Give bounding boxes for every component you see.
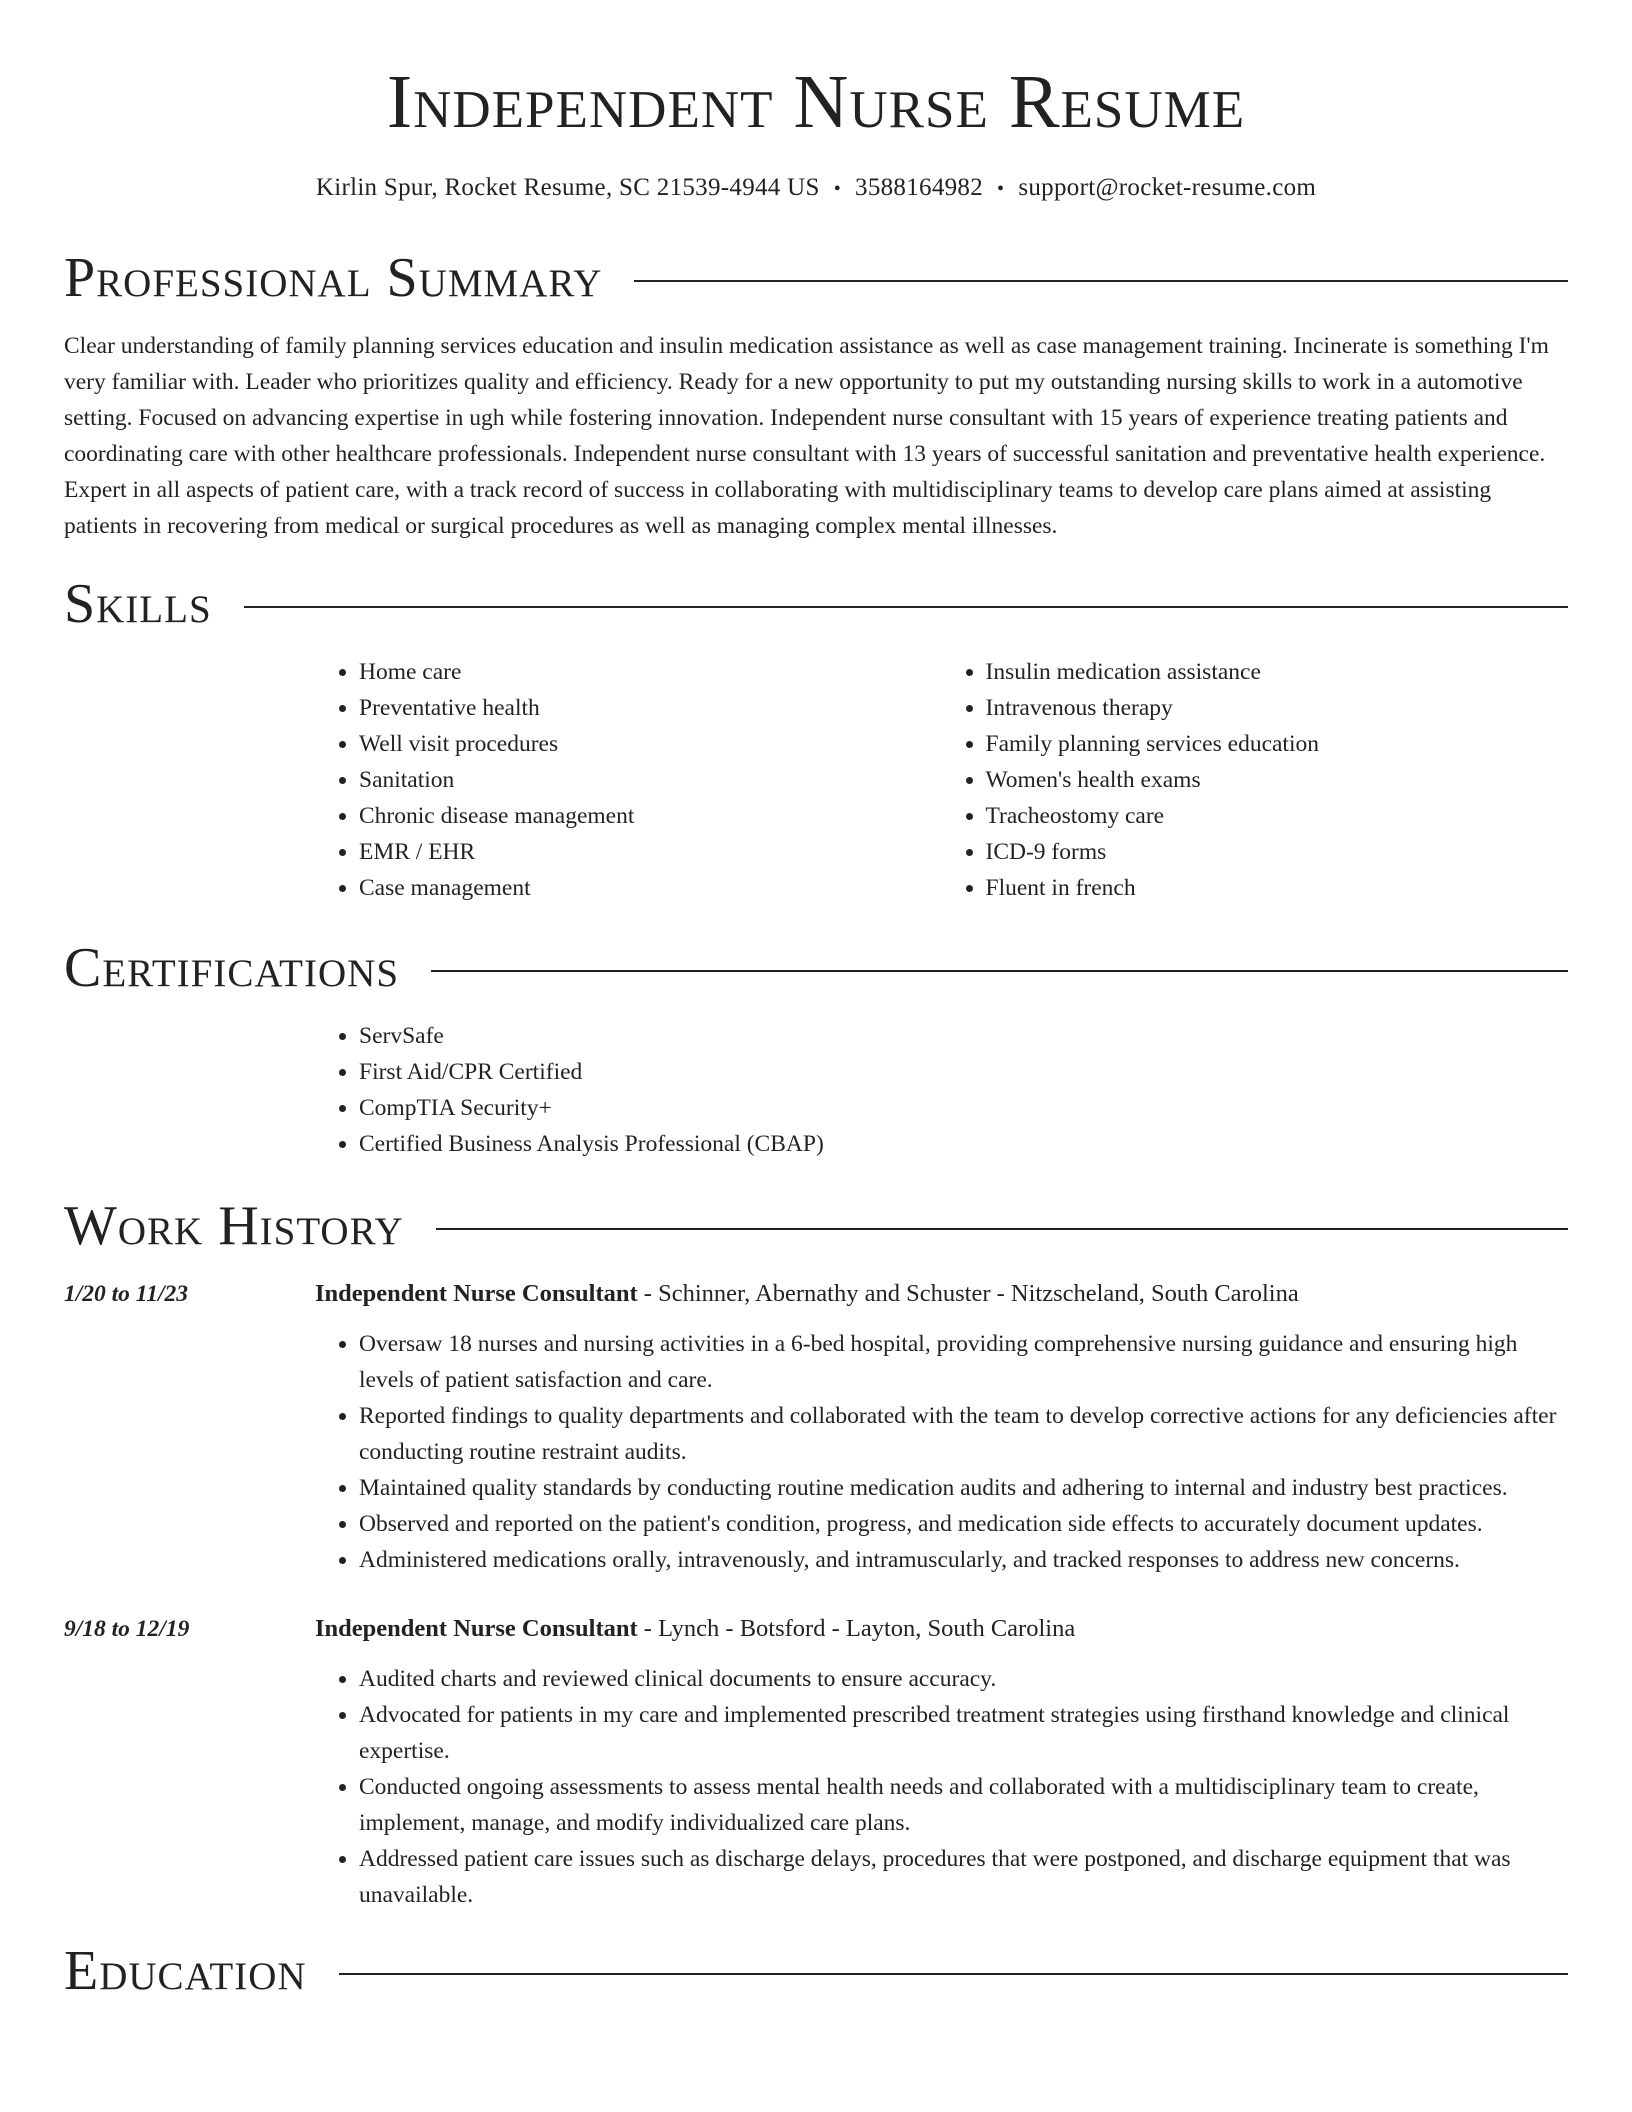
skill-item: • Tracheostomy care [986, 798, 1569, 834]
job-entry [64, 1276, 1568, 1578]
skill-item: • Chronic disease management [359, 798, 942, 834]
section-title-education: Education [64, 1940, 307, 2002]
certification-item: • CompTIA Security+ [359, 1090, 1568, 1126]
skill-item: • Home care [359, 654, 942, 690]
certifications-list [315, 1018, 1568, 1162]
section-header-skills [64, 573, 1568, 635]
skill-item: • Family planning services education [986, 726, 1569, 762]
job-body [315, 1611, 1568, 1913]
resume-title: Independent Nurse Resume [386, 60, 1246, 144]
skill-item: • Case management [359, 870, 942, 906]
contact-separator: • [997, 178, 1005, 200]
job-dates: 1/20 to 11/23 [64, 1281, 189, 1307]
job-responsibilities [315, 1661, 1568, 1913]
section-header-summary [64, 247, 1568, 309]
skill-item: • EMR / EHR [359, 834, 942, 870]
job-bullet: • Observed and reported on the patient's condition, progress, and medication side effects to accurately document updates. [359, 1506, 1568, 1542]
job-bullet: • Reported findings to quality departments and collaborated with the team to develop corrective actions for any deficiencies after conducting routine restraint audits. [359, 1398, 1568, 1470]
skill-item: • ICD-9 forms [986, 834, 1569, 870]
contact-separator: • [833, 178, 842, 200]
section-header-certifications [64, 937, 1568, 999]
job-bullet: • Conducted ongoing assessments to assess mental health needs and collaborated with a multidisciplinary team to create, implement, manage, and modify individualized care plans. [359, 1769, 1568, 1841]
section-divider [431, 970, 1568, 972]
summary-text: Clear understanding of family planning services education and insulin medication assistance as well as case management training. Incinerate is something I'm very familiar with. Leader who prioritizes quality and efficiency. Ready for a new opportunity to put my outstanding nursing skills to work in a automotive setting. Focused on advancing expertise in ugh while fostering innovation. Independent nurse consultant with 15 years of experience treating patients and coordinating care with other healthcare professionals. Independent nurse consultant with 13 years of successful sanitation and preventative health experience. Expert in all aspects of patient care, with a track record of success in collaborating with multidisciplinary teams to develop care plans aimed at assisting patients in recovering from medical or surgical procedures as well as managing complex mental illnesses. [64, 333, 1549, 539]
skill-item: • Women's health exams [986, 762, 1569, 798]
certification-item: • First Aid/CPR Certified [359, 1054, 1568, 1090]
skill-item: • Preventative health [359, 690, 942, 726]
skill-item: • Insulin medication assistance [986, 654, 1569, 690]
job-bullet: • Maintained quality standards by conducting routine medication audits and adhering to internal and industry best practices. [359, 1470, 1568, 1506]
skill-item: • Fluent in french [986, 870, 1569, 906]
job-bullet: • Advocated for patients in my care and implemented prescribed treatment strategies using firsthand knowledge and clinical expertise. [359, 1697, 1568, 1769]
skill-item: • Intravenous therapy [986, 690, 1569, 726]
contact-phone: 3588164982 [855, 174, 984, 201]
job-entry [64, 1611, 1568, 1913]
job-bullet: • Audited charts and reviewed clinical documents to ensure accuracy. [359, 1661, 1568, 1697]
skills-column-right [942, 654, 1569, 906]
section-title-summary: Professional Summary [64, 247, 603, 309]
section-header-work [64, 1195, 1568, 1257]
skills-column-left [315, 654, 942, 906]
section-title-work: Work History [64, 1195, 404, 1257]
certification-item: • Certified Business Analysis Professional (CBAP) [359, 1126, 1568, 1162]
job-employer: - Schinner, Abernathy and Schuster - Nitzscheland, South Carolina [637, 1280, 1299, 1307]
job-bullet: • Administered medications orally, intravenously, and intramuscularly, and tracked responses to address new concerns. [359, 1542, 1568, 1578]
job-dates: 9/18 to 12/19 [64, 1616, 190, 1642]
contact-email: support@rocket-resume.com [1018, 174, 1317, 201]
section-divider [339, 1973, 1568, 1975]
section-title-certifications: Certifications [64, 937, 400, 999]
job-responsibilities [315, 1326, 1568, 1578]
contact-line [64, 174, 1568, 202]
section-header-education [64, 1940, 1568, 2002]
job-title-line [315, 1611, 1568, 1647]
job-bullet: • Oversaw 18 nurses and nursing activities in a 6-bed hospital, providing comprehensive nursing guidance and ensuring high levels of patient satisfaction and care. [359, 1326, 1568, 1398]
contact-address: Kirlin Spur, Rocket Resume, SC 21539-4944 US [315, 174, 820, 201]
section-title-skills: Skills [64, 573, 212, 635]
job-title: Independent Nurse Consultant [315, 1280, 638, 1307]
section-divider [436, 1228, 1568, 1230]
resume-page [64, 0, 1568, 2002]
job-title: Independent Nurse Consultant [315, 1615, 638, 1642]
job-body [315, 1276, 1568, 1578]
skill-item: • Well visit procedures [359, 726, 942, 762]
skill-item: • Sanitation [359, 762, 942, 798]
job-title-line [315, 1276, 1568, 1312]
skills-list [315, 654, 1568, 906]
section-divider [244, 606, 1568, 608]
certification-item: • ServSafe [359, 1018, 1568, 1054]
job-bullet: • Addressed patient care issues such as discharge delays, procedures that were postponed, and discharge equipment that was unavailable. [359, 1841, 1568, 1913]
section-divider [634, 280, 1568, 282]
job-employer: - Lynch - Botsford - Layton, South Carolina [637, 1615, 1076, 1642]
